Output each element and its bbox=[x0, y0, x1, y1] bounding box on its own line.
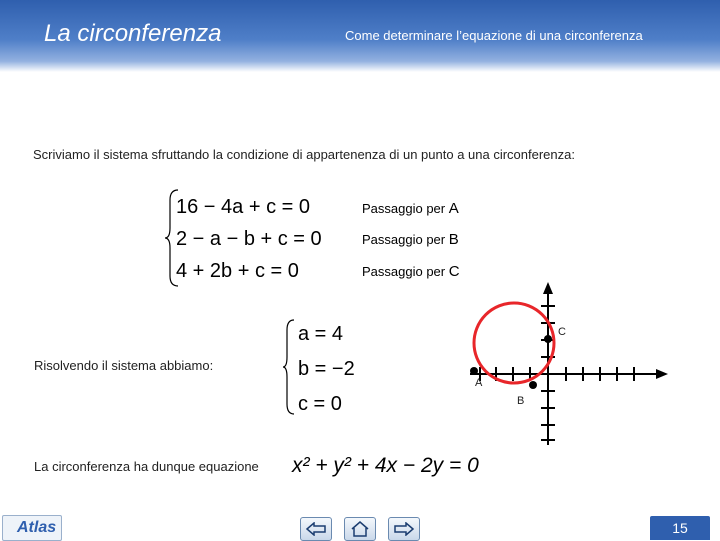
solution-c: c = 0 bbox=[298, 393, 342, 415]
passage-label: Passaggio per bbox=[362, 232, 446, 247]
passage-b bbox=[362, 231, 459, 248]
equation-1: 16 − 4a + c = 0 bbox=[176, 196, 310, 218]
point-a-marker bbox=[470, 367, 478, 375]
passage-c bbox=[362, 263, 460, 280]
passage-point: A bbox=[448, 200, 459, 217]
equation-2: 2 − a − b + c = 0 bbox=[176, 228, 322, 250]
y-axis-arrow bbox=[543, 282, 553, 294]
point-a-label: A bbox=[475, 377, 483, 389]
intro-text: Scriviamo il sistema sfruttando la condizione di appartenenza di un punto a una circonferenza: bbox=[33, 147, 575, 162]
solution-a: a = 4 bbox=[298, 323, 344, 345]
passage-point: C bbox=[448, 263, 460, 280]
result-equation: x² + y² + 4x − 2y = 0 bbox=[292, 454, 479, 477]
result-label: La circonferenza ha dunque equazione bbox=[34, 459, 259, 474]
solving-label: Risolvendo il sistema abbiamo: bbox=[34, 358, 214, 373]
circle-graph bbox=[440, 280, 670, 460]
page-title: La circonferenza bbox=[44, 20, 222, 47]
logo-text: Atlas bbox=[17, 519, 57, 536]
passage-label: Passaggio per bbox=[362, 264, 446, 279]
point-c-label: C bbox=[558, 326, 566, 338]
back-button[interactable] bbox=[300, 517, 332, 541]
home-button[interactable] bbox=[344, 517, 376, 541]
arrow-left-icon bbox=[306, 522, 326, 536]
point-c-marker bbox=[544, 335, 552, 343]
point-b-marker bbox=[529, 381, 537, 389]
passage-a bbox=[362, 200, 459, 217]
passage-point: B bbox=[448, 231, 459, 248]
x-axis-arrow bbox=[656, 369, 668, 379]
point-b-label: B bbox=[517, 395, 525, 407]
page-subtitle: Come determinare l’equazione di una circonferenza bbox=[345, 28, 643, 43]
equation-3: 4 + 2b + c = 0 bbox=[176, 260, 299, 282]
header-bar bbox=[0, 0, 720, 72]
forward-button[interactable] bbox=[388, 517, 420, 541]
solution-brace bbox=[282, 318, 296, 416]
page-number: 15 bbox=[650, 516, 710, 540]
passage-label: Passaggio per bbox=[362, 201, 446, 216]
solution-b: b = −2 bbox=[298, 358, 355, 380]
arrow-right-icon bbox=[394, 522, 414, 536]
atlas-logo bbox=[2, 515, 62, 541]
home-icon bbox=[350, 521, 370, 537]
